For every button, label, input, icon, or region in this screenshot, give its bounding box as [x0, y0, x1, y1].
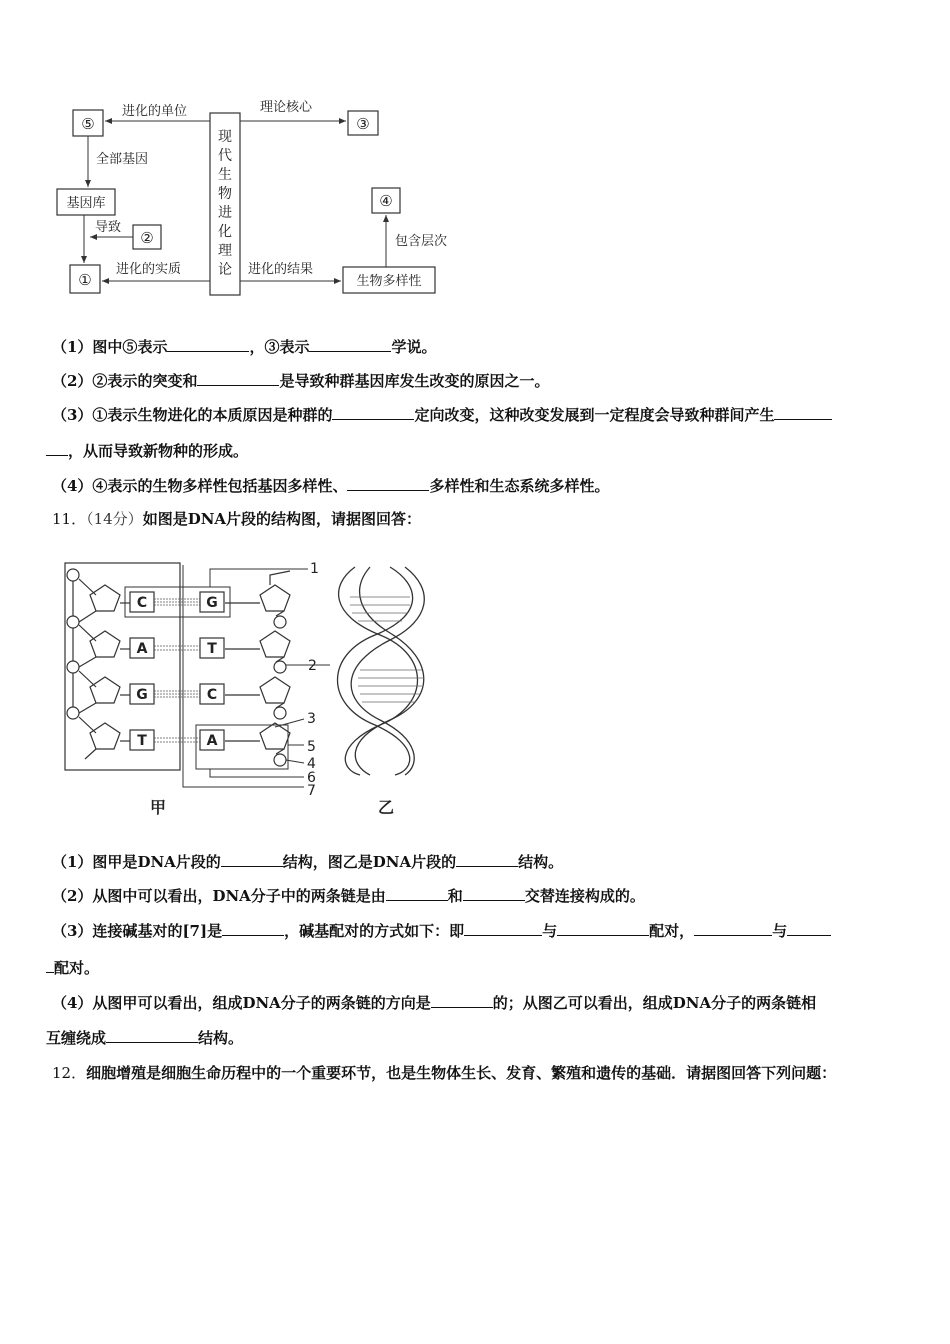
base-left-2: A [136, 641, 148, 657]
label-1: 1 [310, 561, 319, 577]
evolution-concept-diagram [50, 95, 450, 310]
label-3: 3 [307, 711, 316, 727]
label-yi: 乙 [378, 798, 395, 817]
base-left-1: C [136, 595, 148, 611]
blank[interactable] [557, 920, 649, 936]
biodiversity-box: 生物多样性 [356, 274, 422, 289]
blank[interactable] [222, 920, 284, 936]
blank[interactable] [46, 957, 54, 973]
q10-part3-cont: ，从而导致新物种的形成。 [46, 440, 248, 461]
center-char-6: 化 [218, 224, 232, 240]
box-1: ① [78, 271, 92, 289]
label-cause: 导致 [95, 220, 122, 235]
q10-part2: （2）②表示的突变和 是导致种群基因库发生改变的原因之一。 [52, 372, 550, 390]
blank[interactable] [167, 336, 249, 352]
box-3: ③ [356, 115, 370, 133]
blank[interactable] [332, 404, 414, 420]
blank[interactable] [464, 920, 542, 936]
label-7: 7 [307, 783, 316, 799]
dna-structure-diagram [60, 555, 430, 825]
label-all-genes: 全部基因 [96, 152, 149, 167]
center-char-7: 理 [218, 243, 232, 259]
blank[interactable] [463, 885, 525, 901]
gene-pool-box: 基因库 [66, 196, 106, 211]
label-5: 5 [307, 739, 316, 755]
box-5: ⑤ [81, 115, 95, 133]
q11-part4: （4）从图甲可以看出，组成DNA分子的两条链的方向是 的；从图乙可以看出，组成DNA分子的两条链相 [52, 994, 817, 1012]
q11-part2: （2）从图中可以看出，DNA分子中的两条链是由 和 交替连接构成的。 [52, 887, 645, 905]
q11-part3: （3）连接碱基对的[7]是 ，碱基配对的方式如下：即 与 配对， 与 [52, 920, 831, 941]
q11-header [52, 509, 421, 529]
label-levels: 包含层次 [395, 234, 448, 249]
label-result: 进化的结果 [248, 262, 314, 277]
label-essence: 进化的实质 [116, 262, 182, 277]
base-right-3: C [206, 687, 218, 703]
center-char-1: 现 [218, 129, 232, 145]
blank[interactable] [221, 851, 283, 867]
q10-part4: （4）④表示的生物多样性包括基因多样性、 多样性和生态系统多样性。 [52, 477, 610, 495]
center-char-5: 进 [218, 205, 232, 221]
blank[interactable] [774, 404, 832, 420]
q11-part4-cont: 互缠绕成 结构。 [46, 1029, 244, 1047]
blank[interactable] [431, 992, 493, 1008]
base-right-4: A [206, 733, 218, 749]
q12-text: 细胞增殖是细胞生命历程中的一个重要环节，也是生物体生长、发育、繁殖和遗传的基础．请据图回答下列问题： [86, 1064, 837, 1082]
label-jia: 甲 [150, 798, 167, 817]
q11-title: 如图是DNA片段的结构图，请据图回答： [142, 510, 422, 528]
q11-score: （14分） [86, 510, 143, 528]
center-char-4: 物 [218, 186, 232, 202]
base-right-1: G [206, 595, 218, 611]
blank[interactable] [347, 475, 429, 491]
blank[interactable] [694, 920, 772, 936]
box-2: ② [140, 229, 154, 247]
q11-part1: （1）图甲是DNA片段的 结构，图乙是DNA片段的 结构。 [52, 853, 564, 871]
q10-part3: （3）①表示生物进化的本质原因是种群的 定向改变，这种改变发展到一定程度会导致种群间产生 [52, 404, 832, 425]
blank[interactable] [197, 370, 279, 386]
q12-header [52, 1063, 836, 1083]
center-char-3: 生 [218, 167, 232, 183]
blank[interactable] [309, 336, 391, 352]
label-6: 6 [307, 770, 316, 786]
label-unit: 进化的单位 [122, 104, 188, 119]
q12-number: 12． [52, 1064, 87, 1082]
label-4: 4 [307, 756, 316, 772]
blank[interactable] [46, 440, 68, 456]
base-left-3: G [136, 687, 148, 703]
blank[interactable] [787, 920, 831, 936]
blank[interactable] [106, 1027, 198, 1043]
center-char-8: 论 [218, 262, 232, 278]
blank[interactable] [386, 885, 448, 901]
label-2: 2 [308, 658, 317, 674]
base-right-2: T [207, 641, 217, 657]
q11-part3-cont: 配对。 [46, 957, 99, 978]
label-core: 理论核心 [260, 100, 313, 115]
base-left-4: T [137, 733, 147, 749]
q10-part1: （1）图中⑤表示 ，③表示 学说。 [52, 338, 437, 356]
center-char-2: 代 [218, 148, 232, 164]
q11-number: 11． [52, 510, 87, 528]
box-4: ④ [379, 192, 393, 210]
blank[interactable] [456, 851, 518, 867]
